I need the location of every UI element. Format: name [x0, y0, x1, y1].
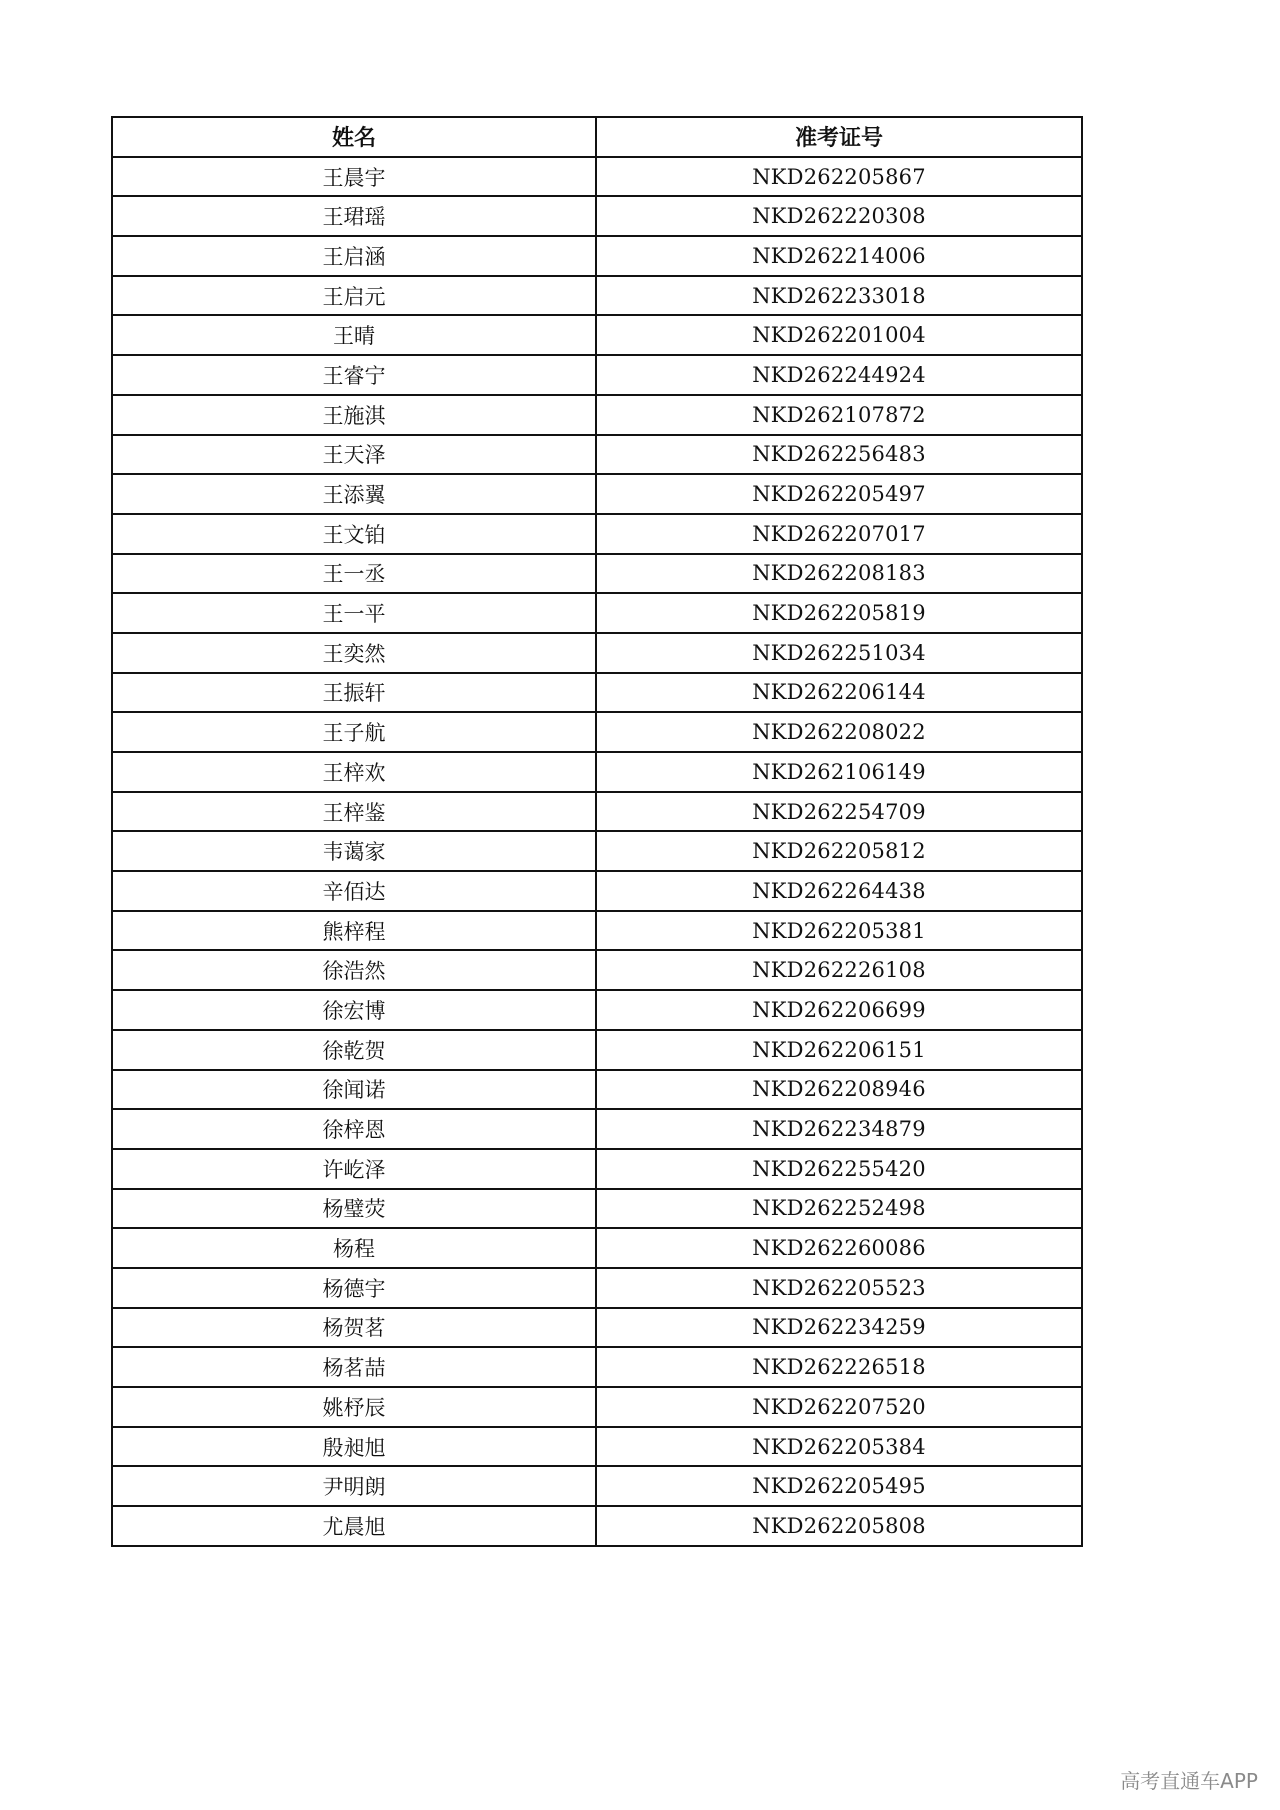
table-row: [112, 157, 1082, 197]
exam-id-cell: NKD262234879: [596, 1109, 1082, 1149]
exam-id-cell: NKD262244924: [596, 355, 1082, 395]
table-row: [112, 871, 1082, 911]
table-row: [112, 950, 1082, 990]
student-name-cell: 许屹泽: [112, 1149, 596, 1189]
student-name-cell: 王晴: [112, 315, 596, 355]
exam-id-cell: NKD262226518: [596, 1347, 1082, 1387]
table-row: [112, 1506, 1082, 1546]
table-row: [112, 1070, 1082, 1110]
student-name-cell: 殷昶旭: [112, 1427, 596, 1467]
student-name-cell: 王奕然: [112, 633, 596, 673]
exam-id-cell: NKD262206699: [596, 990, 1082, 1030]
exam-id-cell: NKD262205523: [596, 1268, 1082, 1308]
exam-id-cell: NKD262207520: [596, 1387, 1082, 1427]
table-row: [112, 633, 1082, 673]
table-row: [112, 1347, 1082, 1387]
exam-id-cell: NKD262205867: [596, 157, 1082, 197]
table-row: [112, 1149, 1082, 1189]
table-row: [112, 1030, 1082, 1070]
student-name-cell: 杨贺茗: [112, 1308, 596, 1348]
table-row: [112, 1466, 1082, 1506]
table-row: [112, 673, 1082, 713]
table-row: [112, 315, 1082, 355]
exam-id-cell: NKD262256483: [596, 435, 1082, 475]
exam-id-cell: NKD262220308: [596, 196, 1082, 236]
student-name-cell: 杨茗喆: [112, 1347, 596, 1387]
exam-id-cell: NKD262251034: [596, 633, 1082, 673]
student-name-cell: 徐梓恩: [112, 1109, 596, 1149]
student-name-cell: 王天泽: [112, 435, 596, 475]
exam-id-cell: NKD262107872: [596, 395, 1082, 435]
exam-id-cell: NKD262205497: [596, 474, 1082, 514]
student-name-cell: 徐闻诺: [112, 1070, 596, 1110]
exam-id-cell: NKD262207017: [596, 514, 1082, 554]
student-name-cell: 王添翼: [112, 474, 596, 514]
table-row: [112, 1268, 1082, 1308]
exam-id-cell: NKD262205495: [596, 1466, 1082, 1506]
roster-body: [112, 157, 1082, 1546]
exam-id-column-header: 准考证号: [596, 117, 1082, 157]
exam-id-cell: NKD262201004: [596, 315, 1082, 355]
student-name-cell: 杨璧荧: [112, 1189, 596, 1229]
table-row: [112, 355, 1082, 395]
exam-id-cell: NKD262205819: [596, 593, 1082, 633]
table-row: [112, 1189, 1082, 1229]
student-name-cell: 韦蔼家: [112, 831, 596, 871]
table-row: [112, 1308, 1082, 1348]
table-row: [112, 435, 1082, 475]
exam-id-cell: NKD262264438: [596, 871, 1082, 911]
table-row: [112, 236, 1082, 276]
student-name-cell: 熊梓程: [112, 911, 596, 951]
student-name-cell: 王梓鉴: [112, 792, 596, 832]
student-name-cell: 徐宏博: [112, 990, 596, 1030]
exam-id-cell: NKD262205384: [596, 1427, 1082, 1467]
exam-id-cell: NKD262208022: [596, 712, 1082, 752]
student-name-cell: 王振轩: [112, 673, 596, 713]
table-row: [112, 1387, 1082, 1427]
student-name-cell: 王睿宁: [112, 355, 596, 395]
table-row: [112, 1109, 1082, 1149]
exam-id-cell: NKD262234259: [596, 1308, 1082, 1348]
exam-id-cell: NKD262214006: [596, 236, 1082, 276]
student-name-cell: 徐浩然: [112, 950, 596, 990]
exam-roster-sheet: [111, 116, 1081, 1547]
table-row: [112, 712, 1082, 752]
student-name-cell: 王一丞: [112, 554, 596, 594]
table-row: [112, 1427, 1082, 1467]
student-name-cell: 徐乾贺: [112, 1030, 596, 1070]
student-name-cell: 王启元: [112, 276, 596, 316]
exam-id-cell: NKD262254709: [596, 792, 1082, 832]
exam-id-cell: NKD262205808: [596, 1506, 1082, 1546]
exam-id-cell: NKD262205381: [596, 911, 1082, 951]
student-name-cell: 尹明朗: [112, 1466, 596, 1506]
exam-id-cell: NKD262208946: [596, 1070, 1082, 1110]
student-name-cell: 王珺瑶: [112, 196, 596, 236]
student-name-cell: 王子航: [112, 712, 596, 752]
student-name-cell: 王梓欢: [112, 752, 596, 792]
watermark: 高考直通车APP: [1120, 1769, 1258, 1793]
student-name-cell: 王启涵: [112, 236, 596, 276]
exam-id-cell: NKD262205812: [596, 831, 1082, 871]
exam-id-cell: NKD262260086: [596, 1228, 1082, 1268]
student-name-cell: 杨德宇: [112, 1268, 596, 1308]
exam-roster-table: [111, 116, 1083, 1547]
student-name-cell: 王施淇: [112, 395, 596, 435]
student-name-cell: 王文铂: [112, 514, 596, 554]
table-row: [112, 593, 1082, 633]
student-name-cell: 王一平: [112, 593, 596, 633]
table-row: [112, 395, 1082, 435]
exam-id-cell: NKD262106149: [596, 752, 1082, 792]
table-row: [112, 990, 1082, 1030]
exam-id-cell: NKD262233018: [596, 276, 1082, 316]
exam-id-cell: NKD262206151: [596, 1030, 1082, 1070]
student-name-cell: 尤晨旭: [112, 1506, 596, 1546]
exam-id-cell: NKD262208183: [596, 554, 1082, 594]
table-row: [112, 514, 1082, 554]
table-row: [112, 752, 1082, 792]
table-row: [112, 196, 1082, 236]
table-row: [112, 911, 1082, 951]
table-row: [112, 554, 1082, 594]
exam-id-cell: NKD262252498: [596, 1189, 1082, 1229]
table-row: [112, 474, 1082, 514]
name-column-header: 姓名: [112, 117, 596, 157]
table-row: [112, 792, 1082, 832]
table-row: [112, 276, 1082, 316]
exam-id-cell: NKD262255420: [596, 1149, 1082, 1189]
student-name-cell: 王晨宇: [112, 157, 596, 197]
table-header-row: [112, 117, 1082, 157]
exam-id-cell: NKD262226108: [596, 950, 1082, 990]
student-name-cell: 姚杼辰: [112, 1387, 596, 1427]
student-name-cell: 杨程: [112, 1228, 596, 1268]
exam-id-cell: NKD262206144: [596, 673, 1082, 713]
table-row: [112, 1228, 1082, 1268]
table-row: [112, 831, 1082, 871]
student-name-cell: 辛佰达: [112, 871, 596, 911]
